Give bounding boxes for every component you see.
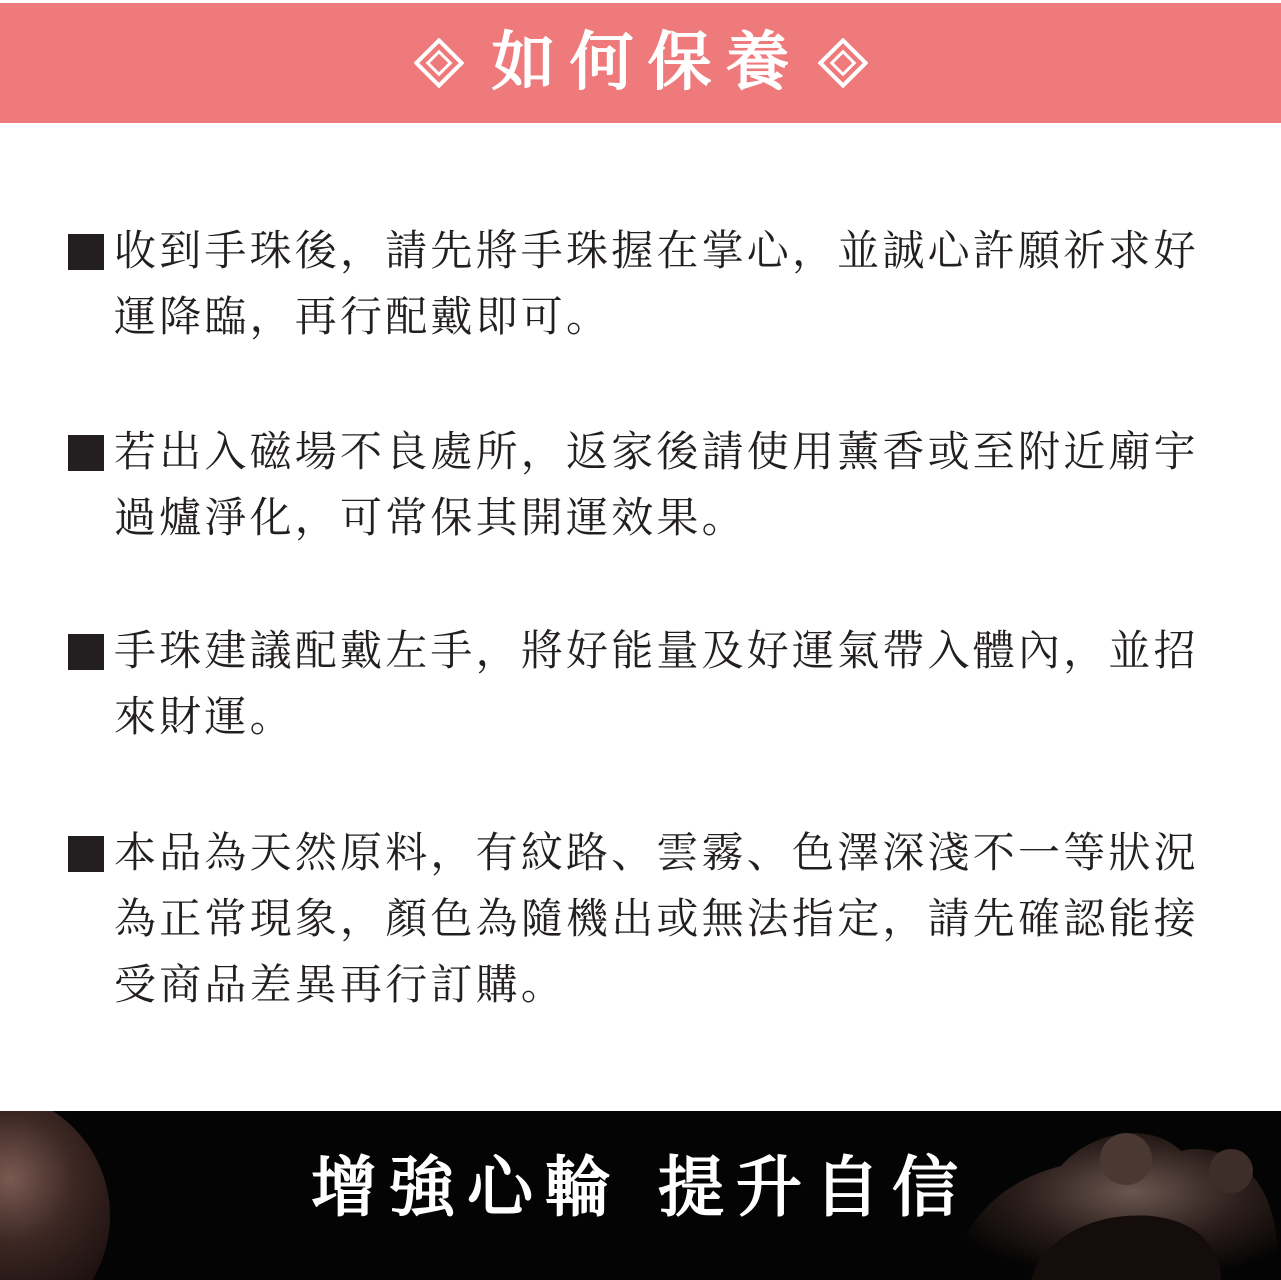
square-bullet-icon xyxy=(68,435,104,471)
footer-banner xyxy=(0,1111,1281,1280)
diamond-icon xyxy=(414,38,464,88)
diamond-icon xyxy=(818,38,868,88)
list-item-text: 若出入磁場不良處所，返家後請使用薰香或至附近廟宇過爐淨化，可常保其開運效果。 xyxy=(114,427,1199,542)
square-bullet-icon xyxy=(68,836,104,872)
header-banner xyxy=(0,3,1281,123)
square-bullet-icon xyxy=(68,234,104,270)
page-title: 如何保養 xyxy=(491,26,804,100)
list-item-text: 本品為天然原料，有紋路、雲霧、色澤深淺不一等狀況為正常現象，顏色為隨機出或無法指定，請先確認能接受商品差異再行訂購。 xyxy=(114,828,1199,1009)
footer-slogan: 增強心輪 提升自信 xyxy=(311,1149,970,1226)
list-item-text: 手珠建議配戴左手，將好能量及好運氣帶入體內，並招來財運。 xyxy=(114,626,1199,741)
square-bullet-icon xyxy=(68,634,104,670)
list-item-text: 收到手珠後，請先將手珠握在掌心，並誠心許願祈求好運降臨，再行配戴即可。 xyxy=(114,226,1199,341)
